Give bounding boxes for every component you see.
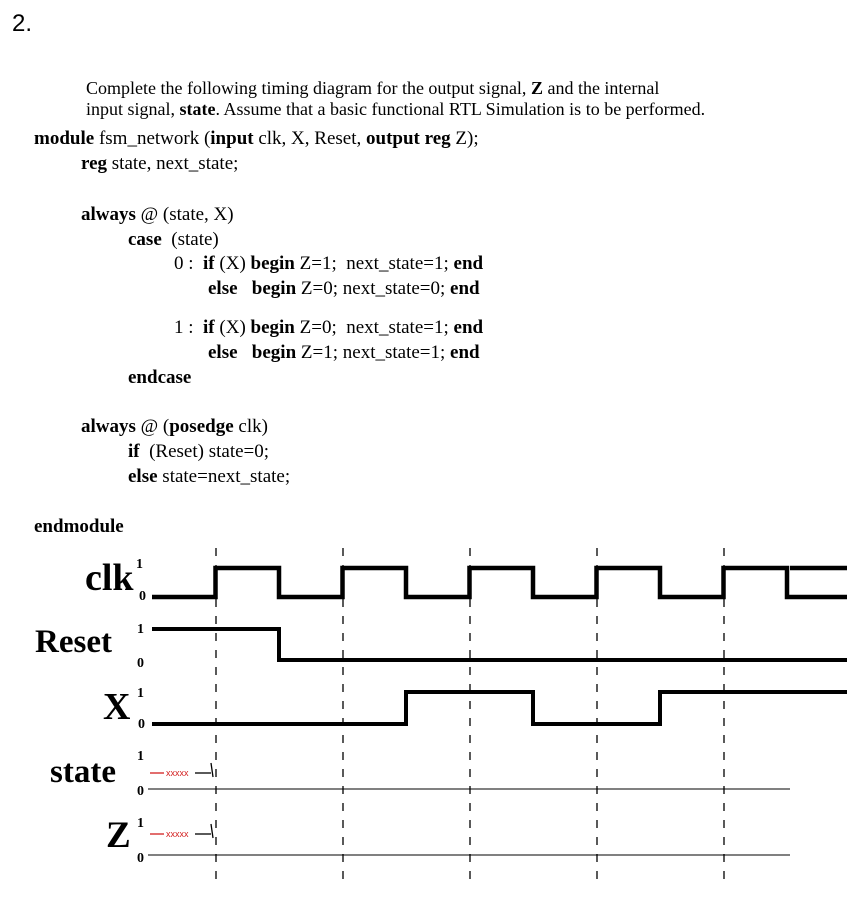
signal-label-z: Z xyxy=(106,815,131,856)
code-text: Z=1; next_state=1; xyxy=(294,253,454,274)
code-text: (Reset) state=0; xyxy=(139,441,270,462)
kw: module xyxy=(34,128,95,149)
high-level-label: 1 xyxy=(137,749,144,764)
code-text: fsm_network ( xyxy=(94,128,211,149)
code-text: state, next_state; xyxy=(107,153,239,174)
kw: end xyxy=(453,253,484,274)
kw: always xyxy=(81,416,136,437)
z-unknown-marker: xxxxx xyxy=(166,829,189,839)
code-text: 0 : xyxy=(174,253,204,274)
code-text: (state) xyxy=(161,229,219,250)
question-number: 2. xyxy=(12,10,33,37)
high-level-label: 1 xyxy=(136,557,143,572)
kw: if xyxy=(203,253,215,274)
code-text: Z=0; next_state=0; xyxy=(296,278,451,299)
signal-label-reset: Reset xyxy=(35,624,112,660)
signal-labels xyxy=(35,557,146,866)
clk-waveform xyxy=(152,568,847,597)
low-level-label: 0 xyxy=(137,851,144,866)
reset-waveform xyxy=(152,629,847,660)
code-text: clk, X, Reset, xyxy=(253,128,366,149)
kw: output reg xyxy=(366,128,451,149)
code-text: @ (state, X) xyxy=(135,204,234,225)
kw: always xyxy=(81,204,136,225)
waveforms xyxy=(148,568,847,855)
x-waveform xyxy=(152,692,847,724)
kw: begin xyxy=(250,317,295,338)
z-unknown-tick xyxy=(211,824,213,838)
kw: if xyxy=(128,441,140,462)
kw: else xyxy=(208,342,238,363)
signal-label-x: X xyxy=(103,686,131,728)
kw: begin xyxy=(251,278,297,299)
code-text: (X) xyxy=(214,253,251,274)
low-level-label: 0 xyxy=(137,784,144,799)
high-level-label: 1 xyxy=(137,622,144,637)
low-level-label: 0 xyxy=(139,589,146,604)
code-text: Z=0; next_state=1; xyxy=(294,317,454,338)
high-level-label: 1 xyxy=(137,686,144,701)
code-text: clk) xyxy=(233,416,268,437)
instr-text: . Assume that a basic functional RTL Simulation is to be performed. xyxy=(215,99,706,119)
kw: else xyxy=(208,278,238,299)
kw: end xyxy=(450,278,480,299)
kw: endcase xyxy=(128,367,192,388)
instr-z: Z xyxy=(530,78,543,98)
code-text: @ ( xyxy=(135,416,170,437)
kw: end xyxy=(453,317,484,338)
instr-text: Complete the following timing diagram for the output signal, xyxy=(86,78,531,98)
instr-text: and the internal xyxy=(542,78,660,98)
instr-text: input signal, xyxy=(86,99,180,119)
code-text: state=next_state; xyxy=(157,466,291,487)
code-text: (X) xyxy=(214,317,251,338)
low-level-label: 0 xyxy=(137,656,144,671)
kw: input xyxy=(210,128,254,149)
high-level-label: 1 xyxy=(137,816,144,831)
kw: else xyxy=(128,466,158,487)
kw: if xyxy=(203,317,215,338)
signal-label-state: state xyxy=(50,754,116,790)
code-text: 1 : xyxy=(174,317,204,338)
signal-label-clk: clk xyxy=(85,557,134,599)
state-unknown-tick xyxy=(211,763,213,777)
instr-state: state xyxy=(179,99,216,119)
kw: case xyxy=(128,229,162,250)
low-level-label: 0 xyxy=(138,717,145,732)
code-text: Z=1; next_state=1; xyxy=(296,342,451,363)
kw: begin xyxy=(251,342,297,363)
state-unknown-marker: xxxxx xyxy=(166,768,189,778)
kw: end xyxy=(450,342,480,363)
kw: begin xyxy=(250,253,295,274)
code-text: Z); xyxy=(450,128,479,149)
kw: posedge xyxy=(169,416,234,437)
kw: endmodule xyxy=(34,516,124,537)
kw: reg xyxy=(81,153,108,174)
